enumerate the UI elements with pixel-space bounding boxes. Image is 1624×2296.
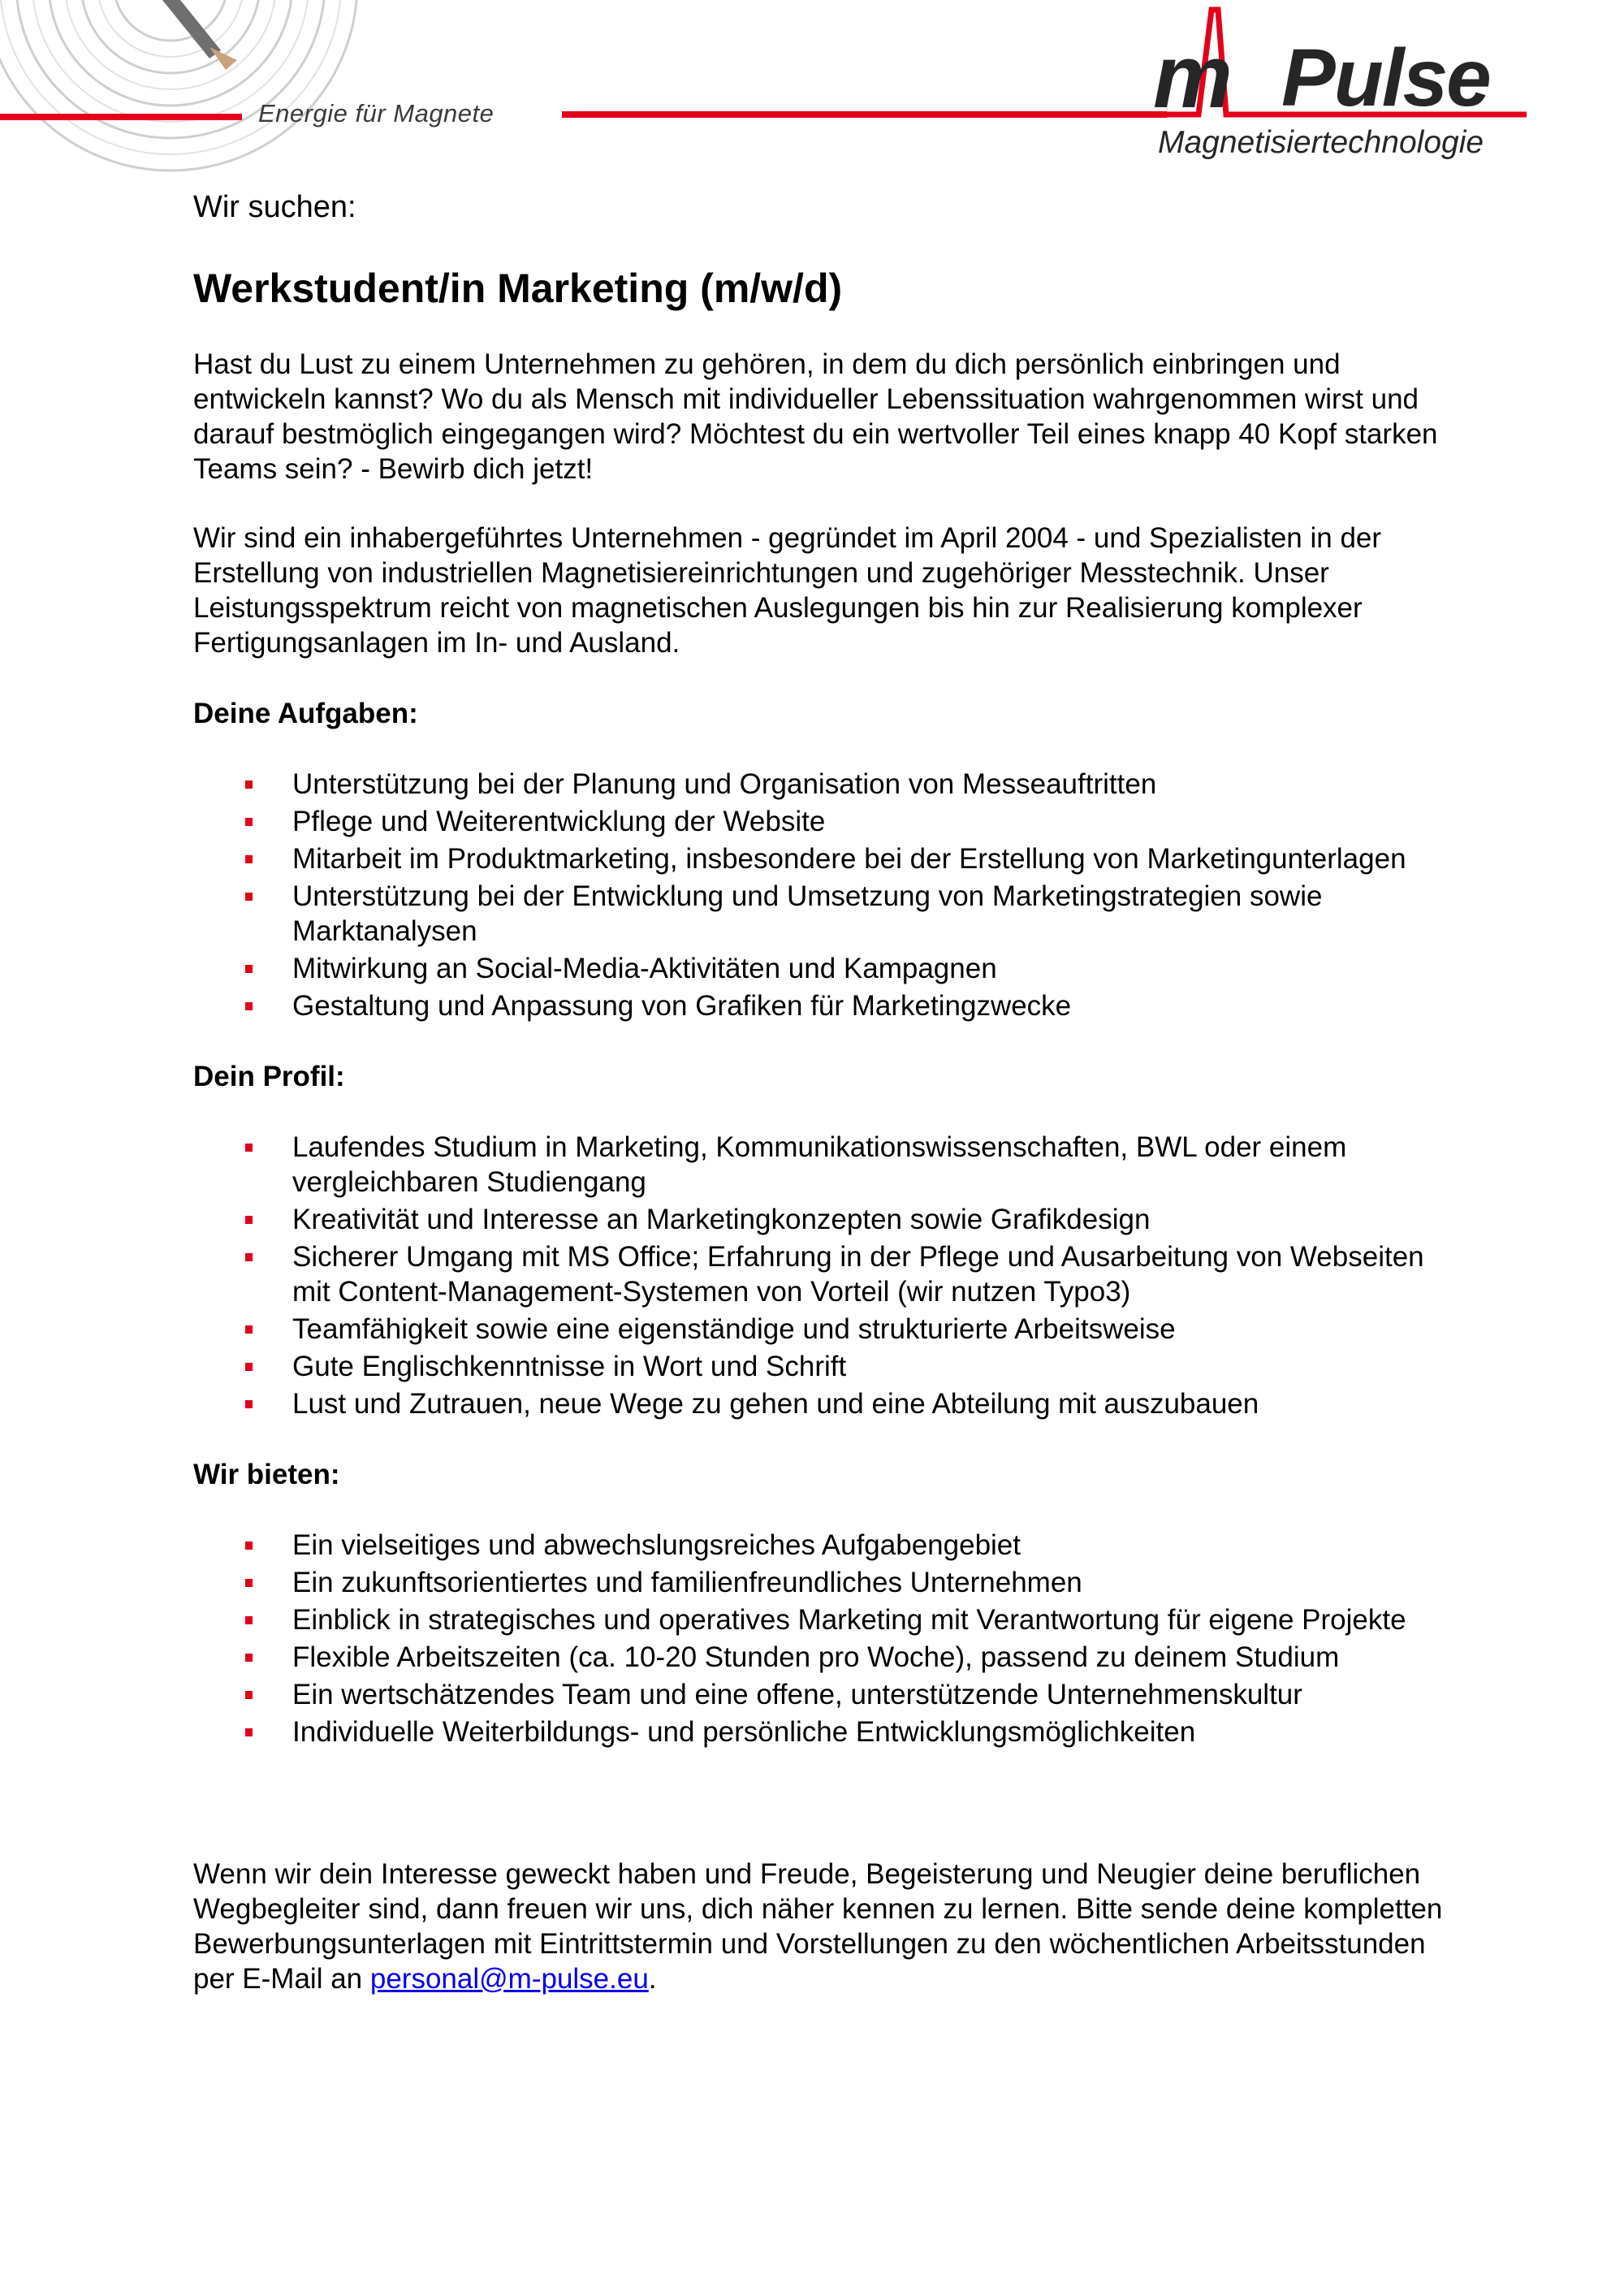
closing-text: Wenn wir dein Interesse geweckt haben und Freude, Begeisterung und Neugier deine beruflichen Wegbegleiter sind, dann freuen wir uns, dich näher kennen zu lernen. Bitte sende deine kompletten Bewerbungsunterlagen mit Eintrittstermin und Vorstellungen zu den wöchentlichen Arbeitsstunden per E-Mail an: [193, 1858, 1443, 1995]
bullet-square-icon: [245, 1654, 253, 1662]
list-item-text: Ein wertschätzendes Team und eine offene, unterstützende Unternehmenskultur: [292, 1679, 1302, 1710]
intro-paragraph: Hast du Lust zu einem Unternehmen zu gehören, in dem du dich persönlich einbringen und entwickeln kannst? Wo du als Mensch mit individueller Lebenssituation wahrgenommen wirst und darauf bestmöglich eingegangen wird? Möchtest du ein wertvoller Teil eines knapp 40 Kopf starken Teams sein? - Bewirb dich jetzt!: [193, 348, 1438, 485]
list-item-text: Unterstützung bei der Entwicklung und Umsetzung von Marketingstrategien sowie Marktanalysen: [292, 880, 1323, 947]
logo-name: Pulse: [1281, 32, 1490, 123]
section-heading-benefits: Wir bieten:: [193, 1459, 340, 1490]
list-item-text: Unterstützung bei der Planung und Organisation von Messeauftritten: [292, 768, 1157, 800]
job-title: Werkstudent/in Marketing (m/w/d): [193, 266, 843, 311]
benefits-list: [193, 1528, 1460, 1749]
bullet-square-icon: [245, 1325, 253, 1334]
bullet-square-icon: [245, 780, 253, 789]
email-link[interactable]: personal@m-pulse.eu: [369, 1963, 649, 1995]
list-item: [292, 1312, 1460, 1347]
list-item-text: Teamfähigkeit sowie eine eigenständige und strukturierte Arbeitsweise: [292, 1313, 1176, 1345]
list-item: [292, 1528, 1460, 1563]
intro-label: Wir suchen:: [193, 190, 356, 224]
list-item: [292, 841, 1460, 876]
list-item: [292, 1239, 1460, 1309]
bullet-square-icon: [245, 1363, 253, 1371]
list-item: [292, 1602, 1460, 1637]
list-item: [292, 951, 1460, 986]
list-item: [292, 1130, 1460, 1200]
bullet-square-icon: [245, 1002, 253, 1010]
job-posting: [193, 190, 1460, 1996]
letterhead: [0, 0, 1624, 175]
bullet-square-icon: [245, 1616, 253, 1624]
list-item-text: Ein zukunftsorientiertes und familienfreundliches Unternehmen: [292, 1567, 1082, 1598]
list-item: [292, 1677, 1460, 1712]
closing-paragraph: [193, 1857, 1460, 1996]
bullet-square-icon: [245, 1400, 253, 1408]
bullet-square-icon: [245, 1728, 253, 1736]
tasks-list: [193, 767, 1460, 1023]
closing-end: .: [648, 1963, 657, 1995]
list-item-text: Gute Englischkenntnisse in Wort und Schrift: [292, 1351, 847, 1382]
company-tagline: Energie für Magnete: [258, 99, 495, 128]
bullet-square-icon: [245, 855, 253, 863]
list-item: [292, 767, 1460, 802]
list-item-text: Individuelle Weiterbildungs- und persönliche Entwicklungsmöglichkeiten: [292, 1716, 1196, 1748]
list-item-text: Mitarbeit im Produktmarketing, insbesondere bei der Erstellung von Marketingunterlagen: [292, 843, 1406, 875]
logo-subtitle: Magnetisiertechnologie: [1158, 125, 1484, 160]
bullet-square-icon: [245, 818, 253, 826]
company-paragraph: Wir sind ein inhabergeführtes Unternehmen - gegründet im April 2004 - und Spezialisten in der Erstellung von industriellen Magnetisiereinrichtungen und zugehöriger Messtechnik. Unser Leistungsspektrum reicht von magnetischen Auslegungen bis hin zur Realisierung komplexer Fertigungsanlagen im In- und Ausland.: [193, 522, 1382, 659]
list-item: [292, 988, 1460, 1023]
bullet-square-icon: [245, 965, 253, 973]
list-item-text: Mitwirkung an Social-Media-Aktivitäten und Kampagnen: [292, 953, 997, 984]
list-item-text: Flexible Arbeitszeiten (ca. 10-20 Stunden pro Woche), passend zu deinem Studium: [292, 1641, 1340, 1673]
company-logo: [1153, 27, 1527, 171]
list-item: [292, 879, 1460, 949]
list-item: [292, 1349, 1460, 1384]
list-item: [292, 1714, 1460, 1749]
list-item: [292, 804, 1460, 839]
bullet-square-icon: [245, 1541, 253, 1550]
bullet-square-icon: [245, 1579, 253, 1587]
list-item: [292, 1386, 1460, 1421]
list-item-text: Einblick in strategisches und operatives Marketing mit Verantwortung für eigene Projekte: [292, 1604, 1406, 1636]
list-item-text: Kreativität und Interesse an Marketingkonzepten sowie Grafikdesign: [292, 1204, 1151, 1235]
bullet-square-icon: [245, 1253, 253, 1261]
list-item-text: Pflege und Weiterentwicklung der Website: [292, 806, 826, 837]
list-item-text: Gestaltung und Anpassung von Grafiken für Marketingzwecke: [292, 990, 1072, 1022]
list-item: [292, 1640, 1460, 1675]
profile-list: [193, 1130, 1460, 1421]
bullet-square-icon: [245, 893, 253, 901]
list-item-text: Laufendes Studium in Marketing, Kommunikationswissenschaften, BWL oder einem vergleichbaren Studiengang: [292, 1131, 1347, 1198]
section-heading-tasks: Deine Aufgaben:: [193, 698, 418, 729]
bullet-square-icon: [245, 1216, 253, 1224]
bullet-square-icon: [245, 1691, 253, 1699]
list-item: [292, 1565, 1460, 1600]
list-item-text: Sicherer Umgang mit MS Office; Erfahrung in der Pflege und Ausarbeitung von Webseiten mit Content-Management-Systemen von Vorteil (wir nutzen Typo3): [292, 1241, 1424, 1308]
logo-mark: m: [1153, 27, 1233, 127]
list-item-text: Ein vielseitiges und abwechslungsreiches Aufgabengebiet: [292, 1529, 1021, 1561]
list-item: [292, 1202, 1460, 1237]
bullet-square-icon: [245, 1144, 253, 1152]
list-item-text: Lust und Zutrauen, neue Wege zu gehen und eine Abteilung mit auszubauen: [292, 1388, 1259, 1420]
section-heading-profile: Dein Profil:: [193, 1061, 345, 1092]
